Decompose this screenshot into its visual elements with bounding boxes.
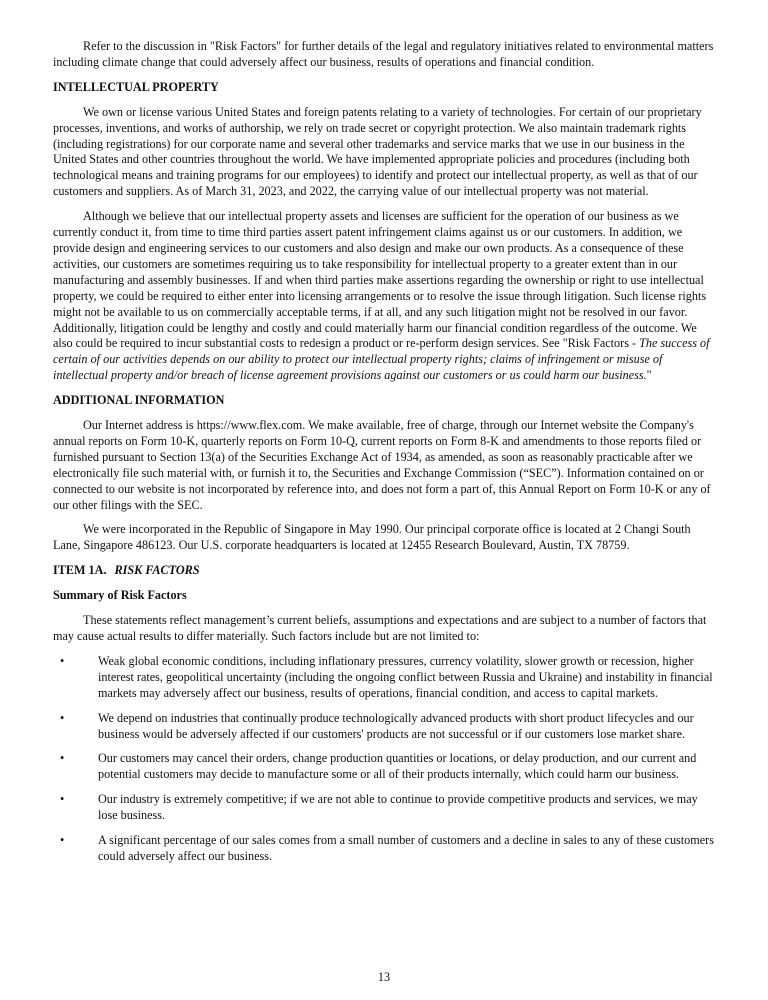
list-item-text: A significant percentage of our sales comes from a small number of customers and a decline in sales to any of these customers could adversely affect our business. (98, 833, 714, 863)
ip-paragraph-2-text: Although we believe that our intellectual property assets and licenses are sufficient for the operation of our business as we currently conduct it, from time to time third parties assert patent infringement claims against us or our customers. In addition, we provide design and engineering services to our customers and also design and make our own products. As a consequence of these activities, our customers are sometimes requiring us to take responsibility for intellectual property to a greater extent than in our manufacturing and assembly businesses. If and when third parties make assertions regarding the ownership or right to use intellectual property, we could be required to either enter into licensing arrangements or to resolve the issue through litigation. Such license rights might not be available to us on commercially acceptable terms, if at all, and any such litigation might not be resolved in our favor. Additionally, litigation could be lengthy and costly and could materially harm our financial condition regardless of the outcome. We also could be required to incur substantial costs to redesign a product or re-perform design services. See "Risk Factors - (53, 209, 707, 351)
list-item (53, 711, 715, 743)
item-1a-heading (53, 563, 715, 579)
bullet-icon: • (60, 653, 65, 668)
list-item (53, 751, 715, 783)
climate-paragraph: Refer to the discussion in "Risk Factors" for further details of the legal and regulatory initiatives related to environmental matters including climate change that could adversely affect our business, results of operations and financial condition. (53, 39, 714, 69)
list-item-text: Our customers may cancel their orders, change production quantities or locations, or delay production, and our current and potential customers may decide to manufacture some or all of their products internally, which could harm our business. (98, 751, 697, 782)
document-page (53, 39, 715, 874)
risk-factor-reference: The success of certain of our activities depends on our ability to protect our intellectual property rights; claims of infringement or misuse of intellectual property and/or breach of license agreement provisions against our customers or us could harm our business. (53, 336, 710, 383)
summary-intro: These statements reflect management’s current beliefs, assumptions and expectations and are subject to a number of factors that may cause actual results to differ materially. Such factors include but are not limited to: (53, 613, 707, 643)
list-item (53, 833, 715, 865)
list-item-text: Weak global economic conditions, including inflationary pressures, currency volatility, slower growth or recession, higher interest rates, geopolitical uncertainty (including the ongoing conflict between Russia and Ukraine) and instability in financial markets may adversely affect our business, results of operations, financial condition, and access to capital markets. (98, 653, 713, 700)
summary-heading: Summary of Risk Factors (53, 588, 187, 603)
bullet-icon: • (60, 710, 65, 725)
list-item (53, 654, 715, 702)
ip-paragraph-2 (53, 209, 715, 384)
bullet-icon: • (60, 792, 65, 807)
list-item (53, 792, 715, 824)
list-item-text: We depend on industries that continually produce technologically advanced products with short product lifecycles and our business would be adversely affected if our customers' products are not successful or if our customers lose market share. (98, 710, 694, 741)
closing-quote: " (646, 368, 652, 383)
ip-paragraph-1: We own or license various United States and foreign patents relating to a variety of technologies. For certain of our proprietary processes, inventions, and works of authorship, we rely on trade secret or copyright protection. We also maintain trademark rights (including registrations) for our corporate name and several other trademarks and service marks that we use in our business in the United States and other countries throughout the world. We have implemented appropriate policies and procedures (including both technological means and training programs for our employees) to identify and protect our intellectual property, as well as that of our customers and suppliers. As of March 31, 2023, and 2022, the carrying value of our intellectual property was not material. (53, 104, 702, 199)
additional-info-paragraph-2: We were incorporated in the Republic of Singapore in May 1990. Our principal corporate office is located at 2 Changi South Lane, Singapore 486123. Our U.S. corporate headquarters is located at 12455 Research Boulevard, Austin, TX 78759. (53, 522, 691, 553)
list-item-text: Our industry is extremely competitive; if we are not able to continue to provide competitive products and services, we may lose business. (98, 792, 698, 823)
additional-info-heading: ADDITIONAL INFORMATION (53, 393, 225, 408)
bullet-icon: • (60, 833, 65, 848)
bullet-icon: • (60, 751, 65, 766)
risk-factor-list (53, 654, 715, 865)
item-number: ITEM 1A. (53, 563, 107, 578)
ip-heading: INTELLECTUAL PROPERTY (53, 79, 219, 94)
additional-info-paragraph-1: Our Internet address is https://www.flex.com. We make available, free of charge, through our Internet website the Company's annual reports on Form 10-K, quarterly reports on Form 10-Q, current reports on Form 8-K and amendments to those reports filed or furnished pursuant to Section 13(a) of the Securities Exchange Act of 1934, as amended, as soon as reasonably practicable after we electronically file such material with, or furnish it to, the Securities and Exchange Commission (“SEC”). Information contained on or connected to our website is not incorporated by reference into, and does not form a part of, this Annual Report on Form 10-K or any of our other filings with the SEC. (53, 418, 711, 512)
item-title: RISK FACTORS (114, 563, 200, 578)
page-number: 13 (377, 970, 391, 984)
